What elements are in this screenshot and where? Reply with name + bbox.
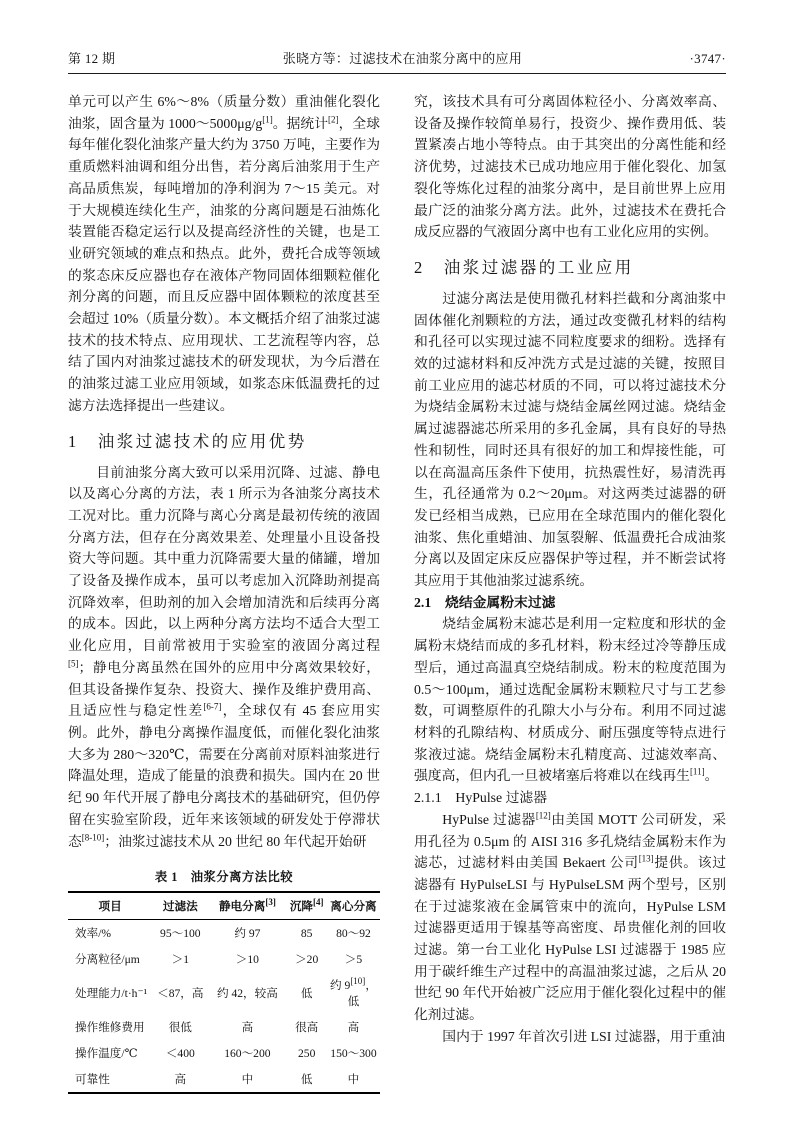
table-cell: 250 [297,1046,316,1060]
table-cell: 约 9[10]，低 [330,976,377,1009]
left-column [68,91,380,1094]
table-cell: 高 [347,1021,360,1035]
body-paragraph: 究，该技术具有可分离固体粒径小、分离效率高、设备及操作较简单易行，投资少、操作费用低、装置紧凑占地小等特点。由于其突出的分离性能和经济优势，过滤技术已成功地应用于催化裂化、加氢裂化等炼化过程的油浆分离中，是目前世界上应用最广泛的油浆分离方法。此外，过滤技术在费托合成反应器的气液固分离中也有工业化应用的实例。 [414,94,726,240]
table-header-cell: 离心分离 [327,892,380,920]
body-paragraph: HyPulse 过滤器[12]由美国 MOTT 公司研发，采用孔径为 0.5μm 的 AISI 316 多孔烧结金属粉末作为滤芯，过滤材料由美国 Bekaert 公司[13]提供。该过滤器有 HyPulseLSI 与 HyPulseLSM 两个型号，区别在于过滤浆液在金属管束中的流向，HyPulse LSM 过滤器更适用于镍基等高密度、昂贵催化剂的回收过滤。第一台工业化 HyPulse LSI 过滤器于 1985 应用于碳纤维生产过程中的高温油浆过滤，之后从 20 世纪 90 年代开始被广泛应用于催化裂化过程中的催化剂过滤。 [414,810,726,1023]
table-cell: 160～200 [224,1047,271,1061]
table-cell: ＞5 [344,953,363,967]
two-column-body [68,91,726,1094]
body-paragraph: 单元可以产生 6%～8%（质量分数）重油催化裂化油浆，固含量为 1000～5000μg/g[1]。据统计[2]，全球每年催化裂化油浆产量大约为 3750 万吨，主要作为重质燃料油调和组分出售，若分离后油浆用于生产高品质焦炭，每吨增加的净利润为 7～15 美元。对于大规模连续化生产，油浆的分离问题是石油炼化装置能否稳定运行以及提高经济性的关键，也是工业研究领域的难点和热点。此外，费托合成等领域的浆态床反应器也存在液体产物同固体细颗粒催化剂分离的问题，而且反应器中固体颗粒的浓度甚至会超过 10%（质量分数）。本文概括介绍了油浆过滤技术的技术特点、应用现状、工艺流程等内容，总结了国内对油浆过滤技术的研发现状，为今后潜在的油浆过滤工业应用领域，如浆态床低温费托的过滤方法选择提出一些建议。 [68,94,380,413]
table-cell: 约 42，较高 [216,987,278,1001]
body-paragraph: 目前油浆分离大致可以采用沉降、过滤、静电以及离心分离的方法，表 1 所示为各油浆分离技术工况对比。重力沉降与离心分离是最初传统的液固分离方法，但存在分离效果差、处理量小且设备投资大等问题。其中重力沉降需要大量的储罐，增加了设备及操作成本，虽可以考虑加入沉降助剂提高沉降效率，但助剂的加入会增加清洗和后续再分离的成本。因此，以上两种分离方法均不适合大型工业化应用，目前常被用于实验室的液固分离过程[5]；静电分离虽然在国外的应用中分离效果较好，但其设备操作复杂、投资大、操作及维护费用高、且适应性与稳定性差[6-7]，全球仅有 45 套应用实例。此外，静电分离操作温度低，而催化裂化油浆大多为 280～320℃，需要在分离前对原料油浆进行降温处理，造成了能量的浪费和损失。国内在 20 世纪 90 年代开展了静电分离技术的基础研究，但仍停留在实验室阶段，近年来该领域的研发处于停滞状态[8-10]；油浆过滤技术从 20 世纪 80 年代起开始研 [68,464,380,849]
table-cell: 分离粒径/μm [75,953,140,967]
table-cell: 处理能力/t·h⁻¹ [75,987,148,1001]
table-header-cell: 过滤法 [152,892,208,920]
section-2-1-heading: 2.1 烧结金属粉末过滤 [414,594,556,610]
table-row [68,972,380,1014]
table-1-caption: 表 1 油浆分离方法比较 [154,870,294,885]
section-2-1-1-heading: 2.1.1 HyPulse 过滤器 [414,790,547,806]
table-header-cell: 项目 [68,892,152,920]
table-cell: 操作温度/℃ [75,1047,138,1061]
table-header-cell: 沉降[4] [286,892,327,920]
separation-comparison-table [68,891,380,1094]
table-cell: ＞20 [295,953,319,967]
table-header-cell: 静电分离[3] [208,892,286,920]
table-cell: 低 [300,987,313,1001]
table-cell: 高 [174,1073,187,1087]
table-cell: 高 [241,1021,254,1035]
table-cell: 95～100 [160,927,201,941]
section-1-heading: 1 油浆过滤技术的应用优势 [68,431,307,451]
table-cell: 很高 [295,1021,319,1035]
table-row [68,1066,380,1093]
table-body [68,920,380,1094]
table-cell: 效率/% [75,927,112,941]
table-row [68,892,380,920]
body-paragraph: 过滤分离法是使用微孔材料拦截和分离油浆中固体催化剂颗粒的方法，通过改变微孔材料的结构和孔径可以实现过滤不同粒度要求的细粉。选择有效的过滤材料和反冲洗方式是过滤的关键，按照目前工业应用的滤芯材质的不同，可以将过滤技术分为烧结金属粉末过滤与烧结金属丝网过滤。烧结金属过滤器滤芯所采用的多孔金属，具有良好的导热性和韧性，同时还具有很好的加工和焊接性能，可以在高温高压条件下使用，抗热震性好，易清洗再生，孔径通常为 0.2～20μm。对这两类过滤器的研发已经相当成熟，已应用在全球范围内的催化裂化油浆、焦化重蜡油、加氢裂解、低温费托合成油浆分离以及固定床反应器保护等过程，并不断尝试将其应用于其他油浆过滤系统。 [414,290,726,589]
table-header-row [68,892,380,920]
table-cell: 很低 [168,1021,192,1035]
table-cell: 中 [241,1073,254,1087]
table-row [68,920,380,947]
page-number: ·3747· [689,51,726,66]
body-paragraph: 烧结金属粉末滤芯是利用一定粒度和形状的金属粉末烧结而成的多孔材料，粉末经过冷等静压成型后，通过高温真空烧结制成。粉末的粒度范围为 0.5～100μm，通过选配金属粉末颗粒尺寸与工艺参数，可调整原件的孔隙大小与分布。利用不同过滤材料的孔隙结构、材质成分、耐压强度等特点进行浆液过滤。烧结金属粉末孔精度高、过滤效率高、强度高，但内孔一旦被堵塞后将难以在线再生[11]。 [414,616,726,784]
table-row [68,946,380,972]
running-title: 张晓方等：过滤技术在油浆分离中的应用 [282,51,523,66]
right-column [414,91,726,1094]
table-cell: 约 97 [234,927,261,941]
table-cell: 中 [347,1073,360,1087]
table-cell: 操作维修费用 [75,1021,145,1035]
table-row [68,1040,380,1066]
table-cell: 150～300 [330,1047,377,1061]
table-cell: 80～92 [336,927,371,941]
table-cell: ＞10 [235,953,259,967]
section-2-heading: 2 油浆过滤器的工业应用 [414,257,634,277]
table-cell: 85 [300,926,313,940]
journal-issue: 第 12 期 [68,51,116,66]
table-cell: ＜400 [165,1047,195,1061]
table-row [68,1014,380,1040]
page-header [68,48,726,74]
table-cell: ＜87，高 [157,987,204,1001]
body-paragraph: 国内于 1997 年首次引进 LSI 过滤器，用于重油 [442,1028,726,1044]
table-cell: 可靠性 [75,1073,110,1087]
table-cell: ＞1 [171,953,190,967]
table-cell: 低 [300,1073,313,1087]
